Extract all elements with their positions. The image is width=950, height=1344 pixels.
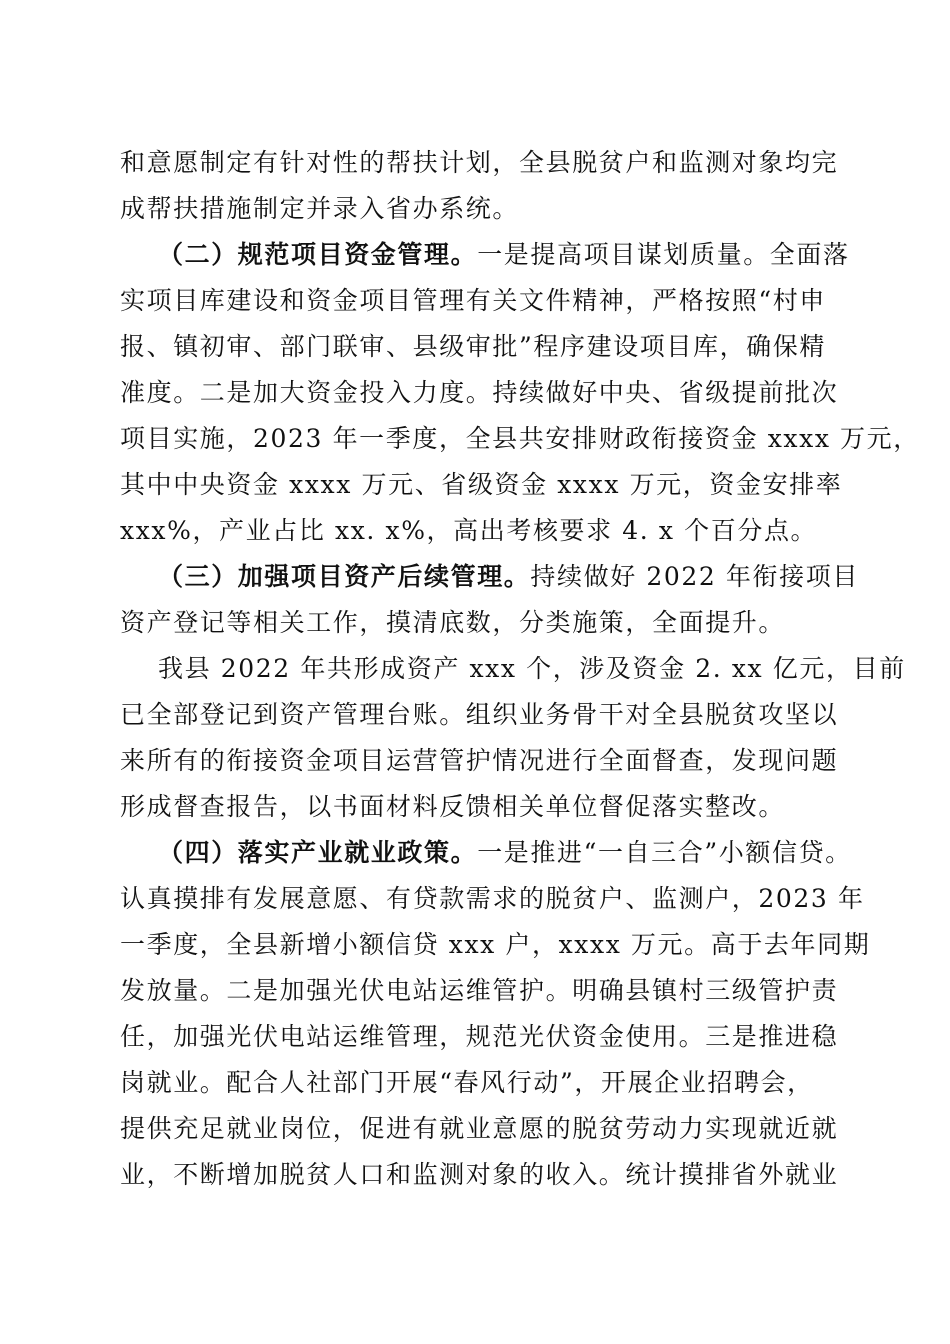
body-line: 提供充足就业岗位，促进有就业意愿的脱贫劳动力实现就近就 [120, 1114, 839, 1143]
body-line: 发放量。二是加强光伏电站运维管护。明确县镇村三级管护责 [120, 976, 839, 1005]
body-line: 形成督查报告，以书面材料反馈相关单位督促落实整改。 [120, 792, 786, 821]
body-line: 我县 2022 年共形成资产 xxx 个，涉及资金 2. xx 亿元，目前 [158, 654, 906, 683]
section-heading: （三）加强项目资产后续管理。 [158, 562, 531, 591]
body-line: xxx%，产业占比 xx. x%，高出考核要求 4. x 个百分点。 [120, 516, 818, 545]
body-line: 报、镇初审、部门联审、县级审批”程序建设项目库，确保精 [120, 332, 826, 361]
body-line: 实项目库建设和资金项目管理有关文件精神，严格按照“村申 [120, 286, 826, 315]
section-heading-line: （三）加强项目资产后续管理。持续做好 2022 年衔接项目 [158, 562, 859, 591]
body-line: 其中中央资金 xxxx 万元、省级资金 xxxx 万元，资金安排率 [120, 470, 843, 499]
body-line: 和意愿制定有针对性的帮扶计划，全县脱贫户和监测对象均完 [120, 148, 839, 177]
body-line: 资产登记等相关工作，摸清底数，分类施策，全面提升。 [120, 608, 786, 637]
body-line: 项目实施，2023 年一季度，全县共安排财政衔接资金 xxxx 万元， [120, 424, 920, 453]
body-line: 准度。二是加大资金投入力度。持续做好中央、省级提前批次 [120, 378, 839, 407]
body-line: 认真摸排有发展意愿、有贷款需求的脱贫户、监测户，2023 年 [120, 884, 865, 913]
section-heading: （二）规范项目资金管理。 [158, 240, 478, 269]
body-line: 已全部登记到资产管理台账。组织业务骨干对全县脱贫攻坚以 [120, 700, 839, 729]
body-line: 一季度，全县新增小额信贷 xxx 户，xxxx 万元。高于去年同期 [120, 930, 871, 959]
section-heading: （四）落实产业就业政策。 [158, 838, 478, 867]
section-heading-line: （二）规范项目资金管理。一是提高项目谋划质量。全面落 [158, 240, 850, 269]
body-line: 岗就业。配合人社部门开展“春风行动”，开展企业招聘会， [120, 1068, 814, 1097]
body-line: 任，加强光伏电站运维管理，规范光伏资金使用。三是推进稳 [120, 1022, 839, 1051]
body-line: 来所有的衔接资金项目运营管护情况进行全面督查，发现问题 [120, 746, 839, 775]
body-line: 成帮扶措施制定并录入省办系统。 [120, 194, 520, 223]
section-heading-line: （四）落实产业就业政策。一是推进“一自三合”小额信贷。 [158, 838, 852, 867]
body-line: 业，不断增加脱贫人口和监测对象的收入。统计摸排省外就业 [120, 1160, 839, 1189]
